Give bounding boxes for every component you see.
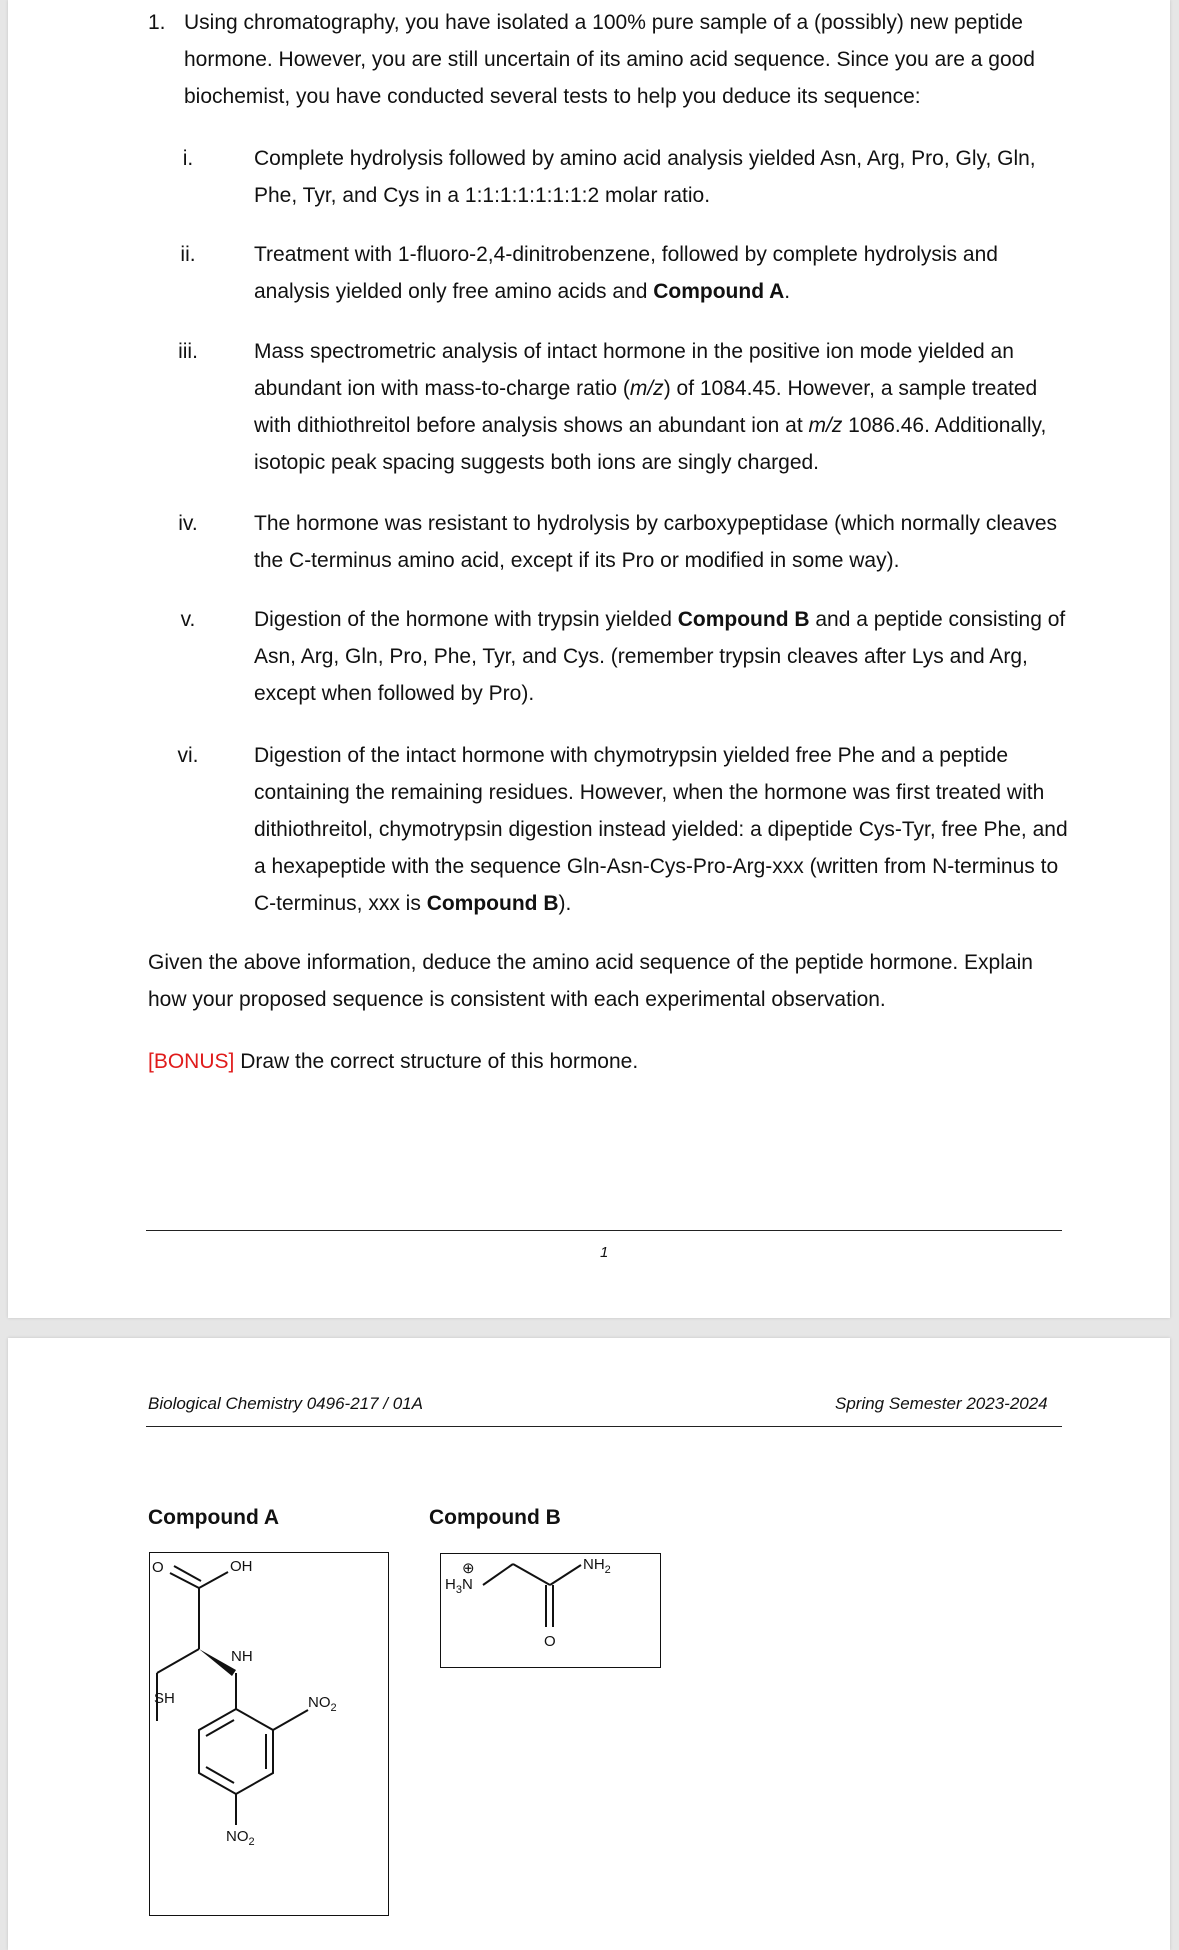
course-header: Biological Chemistry 0496-217 / 01A: [148, 1394, 423, 1413]
compound-a-title: Compound A: [148, 1506, 280, 1529]
item-numeral: iv.: [178, 512, 198, 535]
item-text: The hormone was resistant to hydrolysis by carboxypeptidase (which normally cleaves the C-terminus amino acid, except if its Pro or modified in some way).: [254, 512, 1058, 572]
document-page-2: [8, 1338, 1170, 1950]
item-numeral: ii.: [180, 243, 196, 266]
ring-inner-bond-3: [206, 1767, 234, 1783]
bonus-tag: [BONUS]: [148, 1050, 235, 1073]
ring-inner-bond-1: [206, 1720, 234, 1736]
question-intro: Using chromatography, you have isolated a 100% pure sample of a (possibly) new peptide hormone. However, you are still uncertain of its amino acid sequence. Since you are a good biochemist, you have conducted several tests to help you deduce its sequence:: [184, 11, 1035, 108]
compound-b-title: Compound B: [429, 1506, 561, 1529]
item-numeral: iii.: [178, 340, 198, 363]
item-text: Complete hydrolysis followed by amino acid analysis yielded Asn, Arg, Pro, Gly, Gln, Phe, Tyr, and Cys in a 1:1:1:1:1:1:1:2 molar ratio.: [254, 147, 1036, 207]
compound-b-drawing: [441, 1554, 660, 1667]
item-numeral: i.: [182, 147, 194, 170]
label-sh: SH: [154, 1690, 175, 1707]
bonus-text: [BONUS] Draw the correct structure of this hormone.: [148, 1050, 639, 1073]
label-h3n: $H_3N$: [445, 1576, 473, 1596]
label-no2-bottom: $NO_2$: [226, 1828, 255, 1848]
label-nh: NH: [231, 1648, 253, 1665]
page-number: 1: [600, 1244, 609, 1261]
compound-b-ref: Compound B: [426, 892, 559, 915]
c-nh2-bond: [550, 1565, 581, 1585]
benzene-ring: [199, 1709, 273, 1794]
compound-a-drawing: [150, 1553, 388, 1915]
item-text: Mass spectrometric analysis of intact hormone in the positive ion mode yielded an abundant ion with mass-to-charge ratio (m/z) of 1084.45. However, a sample treated with dithiothreitol before analysis shows an abundant ion at m/z 1086.46. Additionally, isotopic peak spacing suggests both ions are singly charged.: [254, 340, 1047, 474]
item-numeral: v.: [180, 608, 196, 631]
compound-a-structure: [149, 1552, 389, 1916]
compound-b-ref: Compound B: [677, 608, 810, 631]
item-numeral: vi.: [177, 744, 199, 767]
ring-no2-bond: [273, 1710, 308, 1730]
item-text: Digestion of the intact hormone with chymotrypsin yielded free Phe and a peptide containing the remaining residues. However, when the hormone was first treated with dithiothreitol, chymotrypsin digestion instead yielded: a dipeptide Cys-Tyr, free Phe, and a hexapeptide with the sequence Gln-Asn-Cys-Pro-Arg-xxx (written from N-terminus to C-terminus, xxx is Compound B).: [254, 744, 1068, 915]
ch2-c-bond: [513, 1564, 550, 1585]
label-o: O: [152, 1559, 164, 1576]
label-nh2: $NH_2$: [583, 1556, 611, 1576]
n-ch2-bond: [483, 1564, 513, 1585]
plus-charge: ⊕: [462, 1560, 475, 1577]
question-number: 1.: [148, 11, 166, 34]
semester-header: Spring Semester 2023-2024: [835, 1394, 1048, 1413]
header-rule: [146, 1426, 1062, 1427]
item-text: Digestion of the hormone with trypsin yielded Compound B and a peptide consisting of Asn, Arg, Gln, Pro, Phe, Tyr, and Cys. (remember trypsin cleaves after Lys and Arg, except when followed by Pro).: [254, 608, 1066, 705]
co-double-bond-2: [174, 1566, 201, 1581]
label-oh: OH: [230, 1558, 253, 1575]
ch2-bond: [157, 1649, 199, 1673]
instruction-text: Given the above information, deduce the amino acid sequence of the peptide hormone. Explain how your proposed sequence is consistent with each experimental observation.: [148, 951, 1033, 1011]
compound-a-ref: Compound A: [653, 280, 785, 303]
footer-rule: [146, 1230, 1062, 1231]
c-oh-bond: [199, 1572, 228, 1588]
label-o: O: [544, 1633, 556, 1650]
document-page-1: [8, 0, 1170, 1318]
item-text: Treatment with 1-fluoro-2,4-dinitrobenzene, followed by complete hydrolysis and analysis yielded only free amino acids and Compound A.: [254, 243, 998, 303]
co-double-bond-1: [170, 1573, 199, 1588]
label-no2-side: $NO_2$: [308, 1694, 337, 1714]
compound-b-structure: [440, 1553, 661, 1668]
